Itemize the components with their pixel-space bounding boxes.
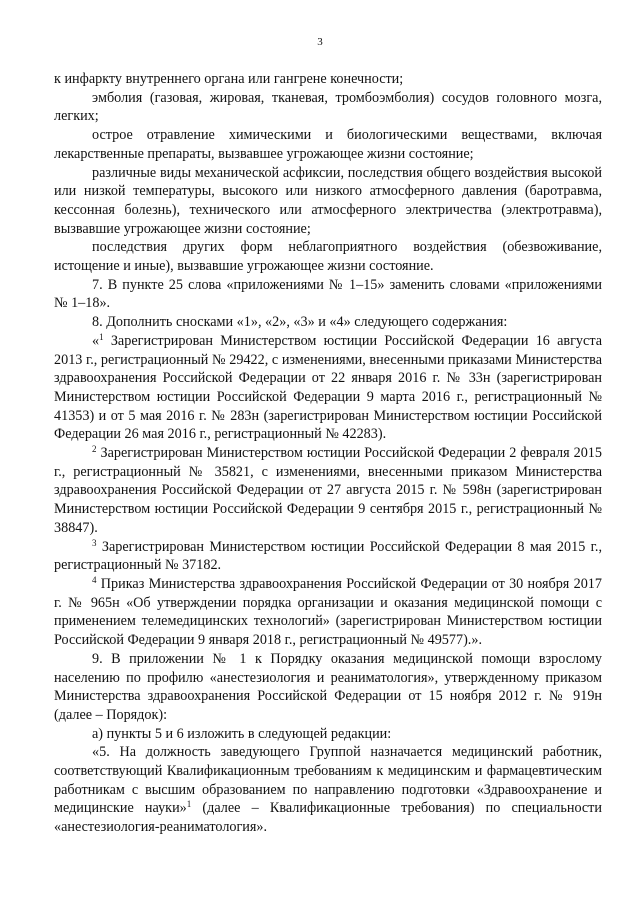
paragraph-text: Зарегистрирован Министерством юстиции Российской Федерации 2 февраля 2015 г., регистрационный № 35821, с изменениями, внесенными приказом Министерства здравоохранения Российской Федерации от 27 августа 2015 г. № 598н (зарегистрирован Министерством юстиции Российской Федерации 9 сентября 2015 г., регистрационный № 38847). bbox=[54, 445, 602, 536]
paragraph-text: Приказ Министерства здравоохранения Российской Федерации от 30 ноября 2017 г. № 965н «Об утверждении порядка организации и оказания медицинской помощи с применением телемедицинских технологий» (зарегистрирован Министерством юстиции Российской Федерации 9 января 2018 г., регистрационный № 49577).». bbox=[54, 575, 602, 649]
footnote-marker: 4 bbox=[92, 574, 97, 585]
paragraph-item-8 bbox=[54, 313, 602, 332]
paragraph-2 bbox=[54, 89, 602, 126]
paragraph-text: 9. В приложении № 1 к Порядку оказания медицинской помощи взрослому населению по профилю «анестезиология и реаниматология», утвержденному приказом Министерства здравоохранения Российской Федерации от 15 ноября 2012 г. № 919н (далее – Порядок): bbox=[54, 650, 602, 723]
open-quote: « bbox=[92, 332, 100, 349]
footnote-4 bbox=[54, 575, 602, 650]
footnote-marker: 1 bbox=[99, 331, 104, 342]
paragraph-text: последствия других форм неблагоприятного воздействия (обезвоживание, истощение и иные), вызвавшие угрожающее жизни состояние. bbox=[54, 239, 602, 275]
paragraph-4 bbox=[54, 164, 602, 239]
paragraph-text-tail: (далее – Квалификационные требования) по специальности «анестезиология-реаниматология». bbox=[54, 800, 602, 836]
paragraph-point-5 bbox=[54, 743, 602, 837]
paragraph-1 bbox=[54, 70, 602, 89]
footnote-3 bbox=[54, 538, 602, 575]
paragraph-text: острое отравление химическими и биологическими веществами, включая лекарственные препараты, вызвавшее угрожающее жизни состояние; bbox=[54, 127, 602, 162]
paragraph-text: 7. В пункте 25 слова «приложениями № 1–15» заменить словами «приложениями № 1–18». bbox=[54, 276, 602, 312]
paragraph-sub-a bbox=[54, 725, 602, 744]
paragraph-5 bbox=[54, 238, 602, 275]
document-body bbox=[54, 70, 602, 837]
paragraph-text: «5. На должность заведующего Группой назначается медицинский работник, соответствующий Квалификационным требованиям к медицинским и фармацевтическим работникам с высшим образованием по направлению подготовки «Здравоохранение и медицинские науки» bbox=[54, 744, 602, 817]
footnote-marker: 3 bbox=[92, 537, 97, 548]
paragraph-3 bbox=[54, 126, 602, 163]
paragraph-item-9 bbox=[54, 650, 602, 725]
footnote-1 bbox=[54, 332, 602, 444]
paragraph-text: 8. Дополнить сносками «1», «2», «3» и «4» следующего содержания: bbox=[92, 314, 508, 331]
paragraph-text: к инфаркту внутреннего органа или гангрене конечности; bbox=[54, 71, 404, 87]
paragraph-text: различные виды механической асфиксии, последствия общего воздействия высокой или низкой температуры, высокого или низкого атмосферного давления (баротравма, кессонная болезнь), технического или атмосферного электричества (электротравма), вызвавшие угрожающее жизни состояние; bbox=[54, 164, 602, 237]
paragraph-item-7 bbox=[54, 276, 602, 313]
paragraph-text: Зарегистрирован Министерством юстиции Российской Федерации 16 августа 2013 г., регистрационный № 29422, с изменениями, внесенными приказами Министерства здравоохранения Российской Федерации от 22 января 2016 г. № 33н (зарегистрирован Министерством юстиции Российской Федерации 9 марта 2016 г., регистрационный № 41353) и от 5 мая 2016 г. № 283н (зарегистрирован Министерством юстиции Российской Федерации 26 мая 2016 г., регистрационный № 42283). bbox=[54, 332, 602, 443]
paragraph-text: эмболия (газовая, жировая, тканевая, тромбоэмболия) сосудов головного мозга, легких; bbox=[54, 89, 602, 125]
page-number: 3 bbox=[317, 36, 323, 48]
footnote-marker: 2 bbox=[92, 444, 97, 455]
footnote-marker: 1 bbox=[186, 799, 192, 810]
footnote-2 bbox=[54, 444, 602, 538]
paragraph-text: а) пункты 5 и 6 изложить в следующей редакции: bbox=[92, 725, 392, 742]
paragraph-text: Зарегистрирован Министерством юстиции Российской Федерации 8 мая 2015 г., регистрационный № 37182. bbox=[54, 538, 602, 574]
